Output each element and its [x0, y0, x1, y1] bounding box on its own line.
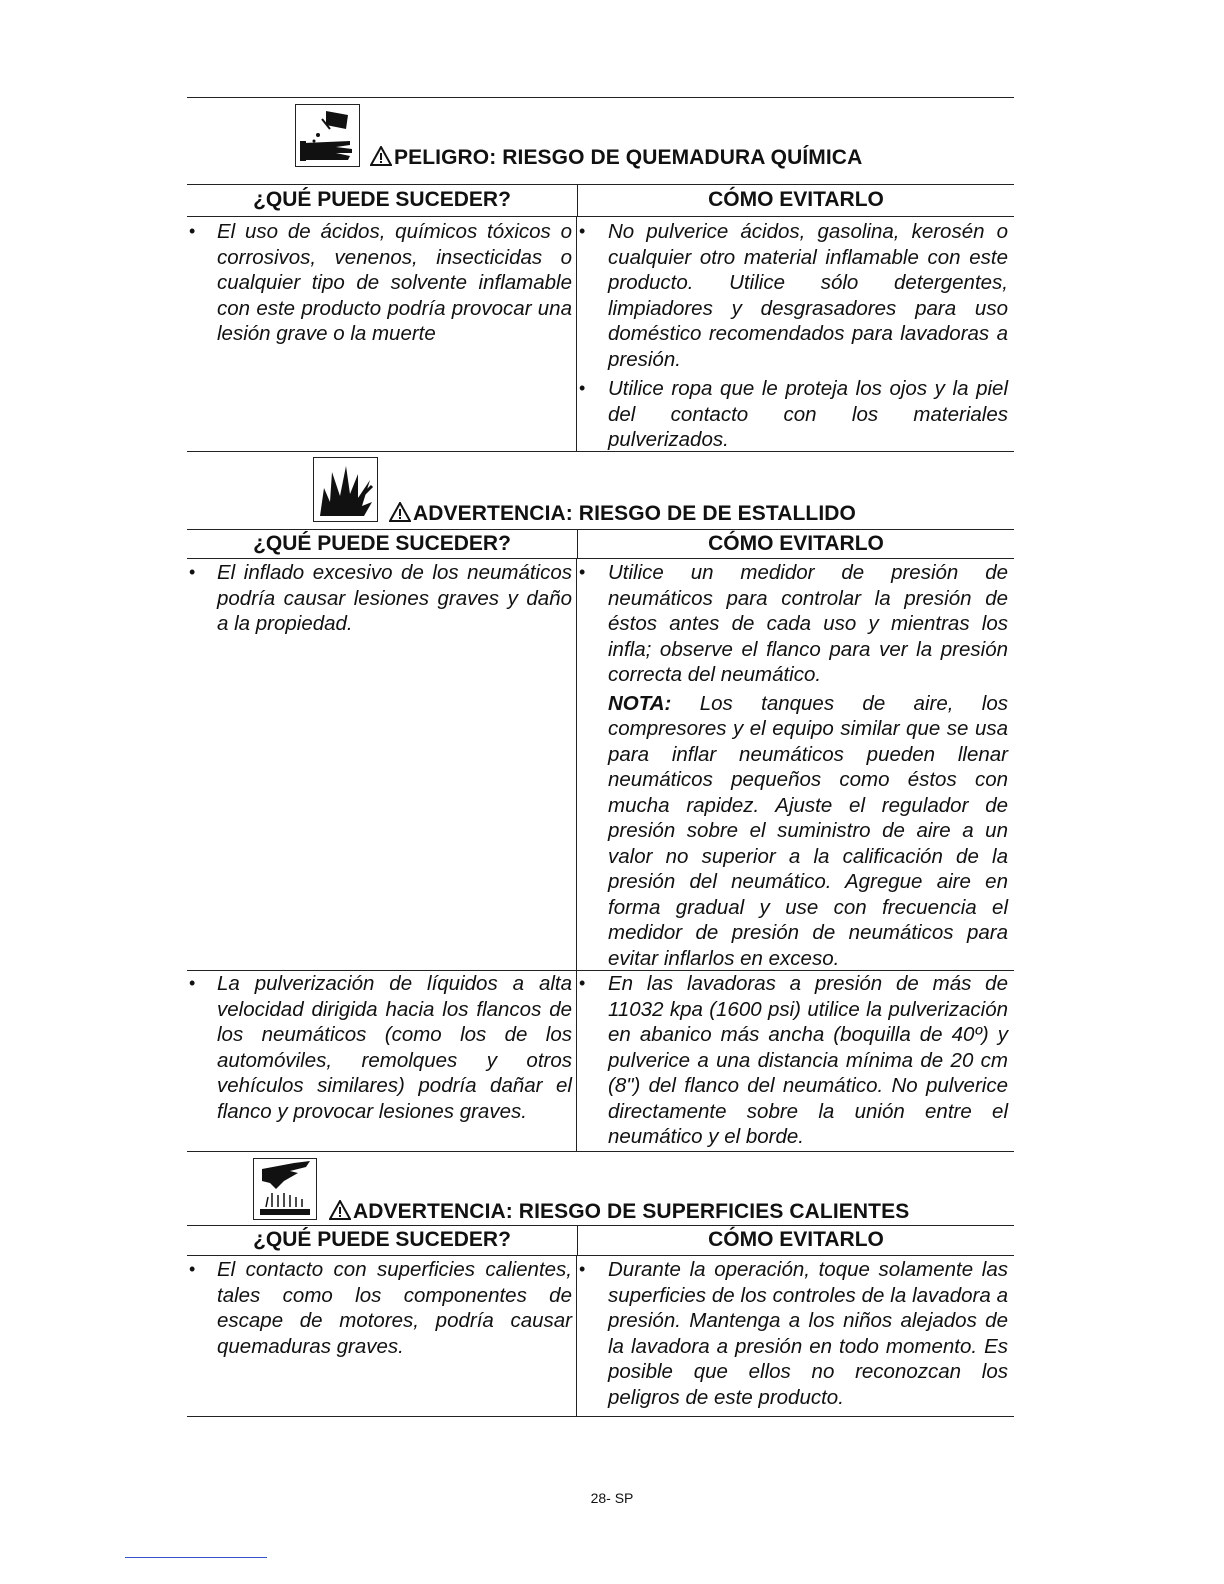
col-header-how: CÓMO EVITARLO — [708, 188, 884, 211]
note-text: NOTA: Los tanques de aire, los compresores y el equipo similar que se usa para inflar neumáticos pueden llenar neumáticos pequeños como éstos con mucha rapidez. Ajuste el regulador de presión sobre el suministro de aire a un valor no superior a la calificación de la presión del neumático. Agregue aire en forma gradual y use con frecuencia el medidor de presión de neumáticos para evitar inflarlos en exceso. — [608, 691, 1008, 970]
hazard-text: La pulverización de líquidos a alta velocidad dirigida hacia los flancos de los neumáticos (como los de los automóviles, remolques y otros vehículos similares) podría dañar el flanco y provocar lesiones graves. — [217, 972, 572, 1123]
col-header-what: ¿QUÉ PUEDE SUCEDER? — [187, 1226, 578, 1255]
chemical-burn-icon — [295, 104, 360, 167]
prevention-cell: • En las lavadoras a presión de más de 11032 kpa (1600 psi) utilice la pulverización en abanico más ancha (boquilla de 40º) y pulverice a una distancia mínima de 20 cm (8") del flanco del neumático. No pulverice directamente sobre la unión entre el neumático y el borde. — [579, 972, 1008, 1148]
section-header — [187, 452, 1014, 529]
hot-surface-section — [187, 1151, 1014, 1417]
page-number: 28- SP — [590, 1490, 634, 1506]
prevention-cell: • No pulverice ácidos, gasolina, kerosén o cualquier otro material inflamable con este producto. Utilice sólo detergentes, limpiadores y desgrasadores para uso doméstico recomendados para lavadoras a presión. • Utilice ropa que le proteja los ojos y la piel del contacto con los materiales pulverizados. — [579, 220, 1008, 451]
hazard-row — [187, 1256, 1014, 1417]
warning-triangle-icon — [329, 1200, 351, 1220]
prevention-cell: • Durante la operación, toque solamente las superficies de los controles de la lavadora a presión. Mantenga a los niños alejados de la lavadora a presión en todo momento. Es posible que ellos no reconozcan los peligros de este producto. — [579, 1258, 1008, 1409]
hazard-text: El uso de ácidos, químicos tóxicos o corrosivos, venenos, insecticidas o cualquier tipo de solvente inflamable con este producto podría provocar una lesión grave o la muerte — [217, 220, 572, 345]
note-label: NOTA: — [608, 691, 672, 715]
hazard-cell: • El inflado excesivo de los neumáticos podría causar lesiones graves y daño a la propiedad. — [187, 559, 577, 970]
section-header — [187, 1152, 1014, 1225]
burst-section — [187, 451, 1014, 1151]
hazard-cell: • El uso de ácidos, químicos tóxicos o corrosivos, venenos, insecticidas o cualquier tipo de solvente inflamable con este producto podría provocar una lesión grave o la muerte — [187, 217, 577, 451]
link-underline — [125, 1557, 267, 1558]
col-header-how: CÓMO EVITARLO — [708, 1228, 884, 1251]
section-header — [187, 98, 1014, 184]
col-header-what: ¿QUÉ PUEDE SUCEDER? — [187, 185, 578, 216]
hazard-text: El contacto con superficies calientes, tales como los componentes de escape de motores, podría causar quemaduras graves. — [217, 1258, 572, 1358]
chemical-burn-section — [187, 97, 1014, 451]
hazard-cell: • La pulverización de líquidos a alta velocidad dirigida hacia los flancos de los neumáticos (como los de los automóviles, remolques y otros vehículos similares) podría dañar el flanco y provocar lesiones graves. — [187, 971, 577, 1151]
prevention-text: Utilice un medidor de presión de neumáticos para controlar la presión de éstos antes de cada uso y mientras los infla; observe el flanco para ver la presión correcta del neumático. — [608, 561, 1008, 686]
section-title: ADVERTENCIA: RIESGO DE SUPERFICIES CALIENTES — [329, 1200, 909, 1224]
section-title: ADVERTENCIA: RIESGO DE DE ESTALLIDO — [389, 502, 856, 526]
prevention-text: No pulverice ácidos, gasolina, kerosén o cualquier otro material inflamable con este producto. Utilice sólo detergentes, limpiadores y desgrasadores para uso doméstico recomendados para lavadoras a presión. — [608, 220, 1008, 371]
prevention-text: Durante la operación, toque solamente las superficies de los controles de la lavadora a presión. Mantenga a los niños alejados de la lavadora a presión en todo momento. Es posible que ellos no reconozcan los peligros de este producto. — [608, 1258, 1008, 1409]
prevention-text: Utilice ropa que le proteja los ojos y la piel del contacto con los materiales pulverizados. — [608, 377, 1008, 451]
warning-triangle-icon — [370, 146, 392, 166]
col-header-what: ¿QUÉ PUEDE SUCEDER? — [187, 530, 578, 558]
hazard-row — [187, 970, 1014, 1151]
hazard-cell: • El contacto con superficies calientes, tales como los componentes de escape de motores, podría causar quemaduras graves. — [187, 1256, 577, 1416]
hot-surface-icon — [253, 1158, 317, 1220]
safety-page — [187, 97, 1014, 1417]
col-header-how: CÓMO EVITARLO — [708, 532, 884, 555]
hazard-row — [187, 217, 1014, 451]
explosion-icon — [313, 457, 378, 522]
hazard-text: El inflado excesivo de los neumáticos podría causar lesiones graves y daño a la propiedad. — [217, 561, 572, 635]
column-headers — [187, 184, 1014, 217]
prevention-text: En las lavadoras a presión de más de 11032 kpa (1600 psi) utilice la pulverización en abanico más ancha (boquilla de 40º) y pulverice a una distancia mínima de 20 cm (8") del flanco del neumático. No pulverice directamente sobre la unión entre el neumático y el borde. — [608, 972, 1008, 1148]
section-title: PELIGRO: RIESGO DE QUEMADURA QUÍMICA — [370, 146, 862, 170]
column-headers — [187, 1225, 1014, 1256]
warning-triangle-icon — [389, 502, 411, 522]
prevention-cell: • Utilice un medidor de presión de neumáticos para controlar la presión de éstos antes de cada uso y mientras los infla; observe el flanco para ver la presión correcta del neumático. NOTA: Los tanques de aire, los compresores y el equipo similar que se usa para inflar neumáticos pueden llenar neumáticos pequeños como éstos con mucha rapidez. Ajuste el regulador de presión sobre el suministro de aire a un valor no superior a la calificación de la presión del neumático. Agregue aire en forma gradual y use con frecuencia el medidor de presión de neumáticos para evitar inflarlos en exceso. — [579, 561, 1008, 970]
column-headers — [187, 529, 1014, 559]
hazard-row — [187, 559, 1014, 970]
